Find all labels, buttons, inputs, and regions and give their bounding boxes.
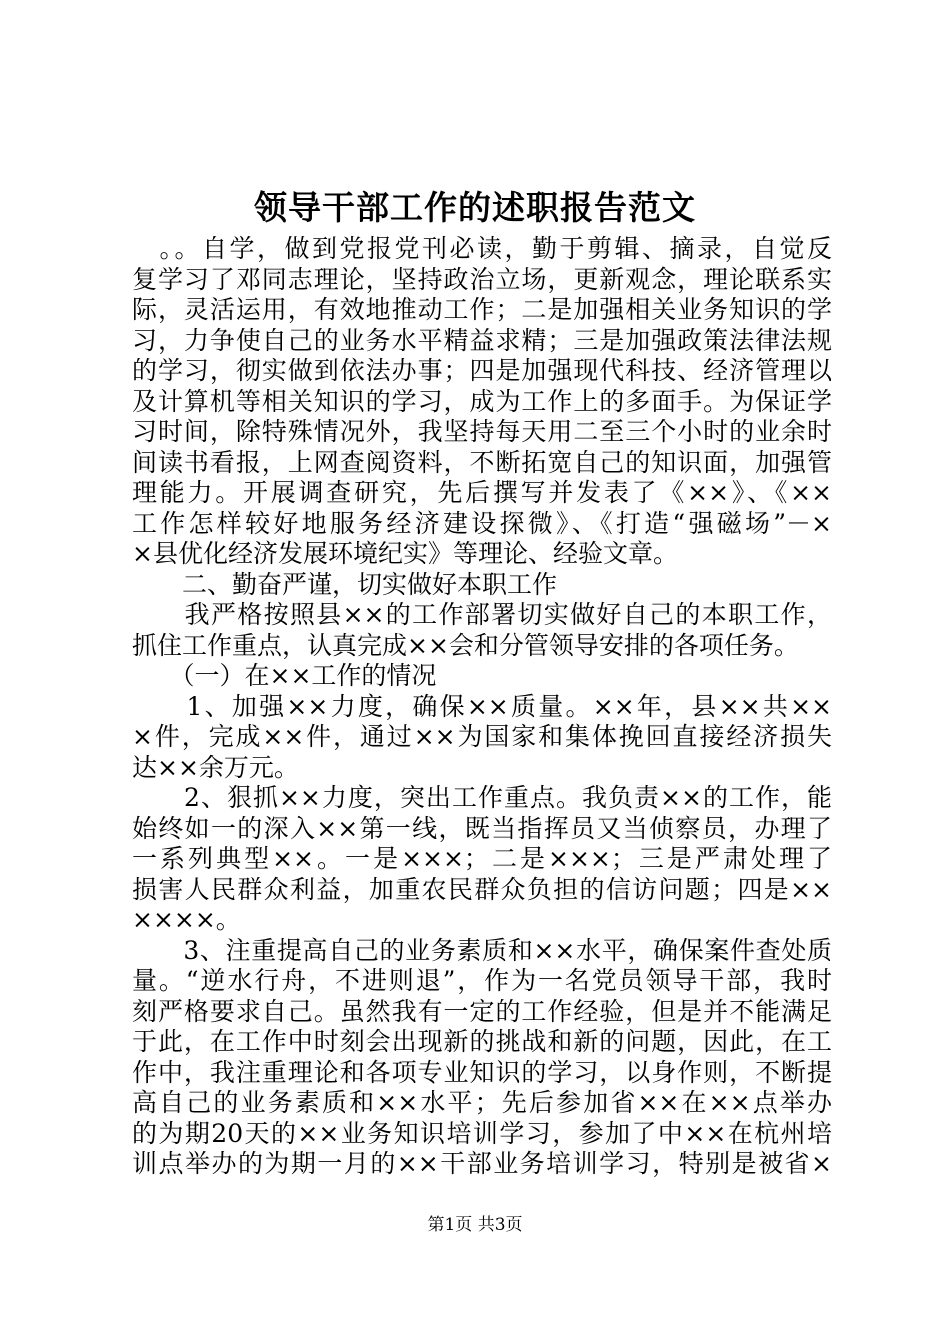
body-line: 一系列典型××。一是×××；二是×××；三是严肃处理了 [132, 844, 832, 873]
body-line: 3、注重提高自己的业务素质和××水平，确保案件查处质 [132, 936, 832, 965]
body-line: ×县优化经济发展环境纪实》等理论、经验文章。 [132, 539, 678, 568]
body-line: 二、勤奋严谨，切实做好本职工作 [132, 570, 558, 599]
body-line: 损害人民群众利益，加重农民群众负担的信访问题；四是×× [132, 875, 832, 904]
page-footer: 第1页 共3页 [427, 1215, 523, 1235]
body-line: （一）在××工作的情况 [132, 661, 437, 690]
body-line: 1、加强××力度，确保××质量。××年，县××共×× [132, 692, 832, 721]
body-line: 复学习了邓同志理论，坚持政治立场，更新观念，理论联系实 [132, 265, 832, 294]
body-line: 作中，我注重理论和各项专业知识的学习，以身作则，不断提 [132, 1058, 832, 1087]
body-line: 于此，在工作中时刻会出现新的挑战和新的问题，因此，在工 [132, 1027, 832, 1056]
body-line: 高自己的业务素质和××水平；先后参加省××在××点举办 [132, 1088, 832, 1117]
body-line: 训点举办的为期一月的××干部业务培训学习，特别是被省× [132, 1149, 832, 1178]
body-line: 刻严格要求自己。虽然我有一定的工作经验，但是并不能满足 [132, 997, 832, 1026]
body-line: 际，灵活运用，有效地推动工作；二是加强相关业务知识的学 [132, 295, 832, 324]
body-line: 习时间，除特殊情况外，我坚持每天用二至三个小时的业余时 [132, 417, 832, 446]
body-line: 2、狠抓××力度，突出工作重点。我负责××的工作，能 [132, 783, 832, 812]
body-line: 的学习，彻实做到依法办事；四是加强现代科技、经济管理以 [132, 356, 832, 385]
page-title: 领导干部工作的述职报告范文 [254, 188, 696, 227]
body-line: 间读书看报，上网查阅资料，不断拓宽自己的知识面，加强管 [132, 448, 832, 477]
body-line: 及计算机等相关知识的学习，成为工作上的多面手。为保证学 [132, 387, 832, 416]
body-line: 量。“逆水行舟，不进则退”，作为一名党员领导干部，我时 [132, 966, 832, 995]
body-line: 的为期20天的××业务知识培训学习，参加了中××在杭州培 [132, 1119, 832, 1148]
body-line: 达××余万元。 [132, 753, 299, 782]
body-line: 。。自学，做到党报党刊必读，勤于剪辑、摘录，自觉反 [132, 234, 832, 263]
body-line: ××××。 [132, 905, 241, 934]
body-line: 我严格按照县××的工作部署切实做好自己的本职工作， [132, 600, 832, 629]
body-line: 工作怎样较好地服务经济建设探微》、《打造“强磁场”－× [132, 509, 832, 538]
body-line: ×件，完成××件，通过××为国家和集体挽回直接经济损失 [132, 722, 832, 751]
body-line: 理能力。开展调查研究，先后撰写并发表了《××》、《×× [132, 478, 832, 507]
body-line: 抓住工作重点，认真完成××会和分管领导安排的各项任务。 [132, 631, 799, 660]
body-line: 习，力争使自己的业务水平精益求精；三是加强政策法律法规 [132, 326, 832, 355]
body-line: 始终如一的深入××第一线，既当指挥员又当侦察员，办理了 [132, 814, 832, 843]
